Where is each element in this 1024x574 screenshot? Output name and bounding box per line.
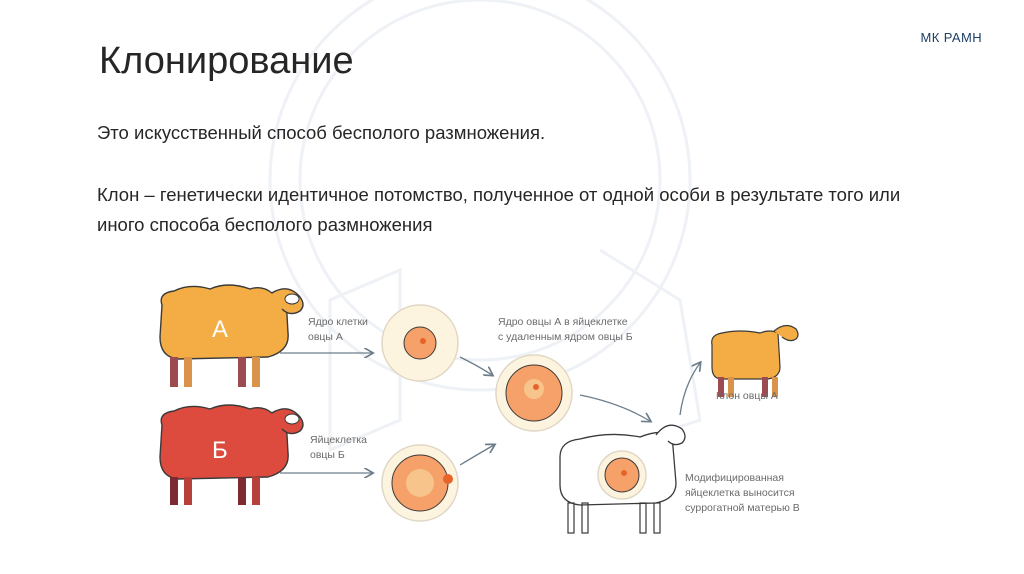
combined-cell-icon — [496, 355, 572, 431]
clone-sheep-icon — [712, 325, 798, 397]
label-surrogate-line1: Модифицированная — [685, 472, 784, 484]
nucleus-cell-icon — [382, 305, 458, 381]
sheep-b-letter: Б — [212, 437, 228, 464]
label-surrogate-line3: суррогатной матерью В — [685, 502, 800, 514]
cloning-diagram — [150, 275, 820, 565]
label-combined-line2: с удаленным ядром овцы Б — [498, 331, 633, 343]
label-egg-b-line2: овцы Б — [310, 449, 345, 461]
slide-title: Клонирование — [99, 40, 354, 82]
label-egg-b-line1: Яйцеклетка — [310, 434, 367, 446]
sheep-b-icon — [160, 405, 303, 505]
definition-text: Это искусственный способ бесполого размножения. — [97, 122, 546, 143]
label-nucleus-a-line1: Ядро клетки — [308, 316, 368, 328]
clone-definition-text: Клон – генетически идентичное потомство, полученное от одной особи в результате того или иного способа бесполого размножения — [97, 184, 901, 235]
sheep-a-letter: А — [212, 316, 229, 343]
label-nucleus-a-line2: овцы А — [308, 331, 343, 343]
label-clone: Клон овцы А — [716, 390, 778, 402]
label-combined-line1: Ядро овцы А в яйцеклетке — [498, 316, 628, 328]
label-surrogate-line2: яйцеклетка выносится — [685, 487, 795, 499]
brand-logo-text: МК РАМН — [920, 30, 982, 45]
surrogate-sheep-icon — [560, 425, 685, 533]
egg-cell-icon — [382, 445, 458, 521]
sheep-a-icon — [160, 285, 303, 387]
